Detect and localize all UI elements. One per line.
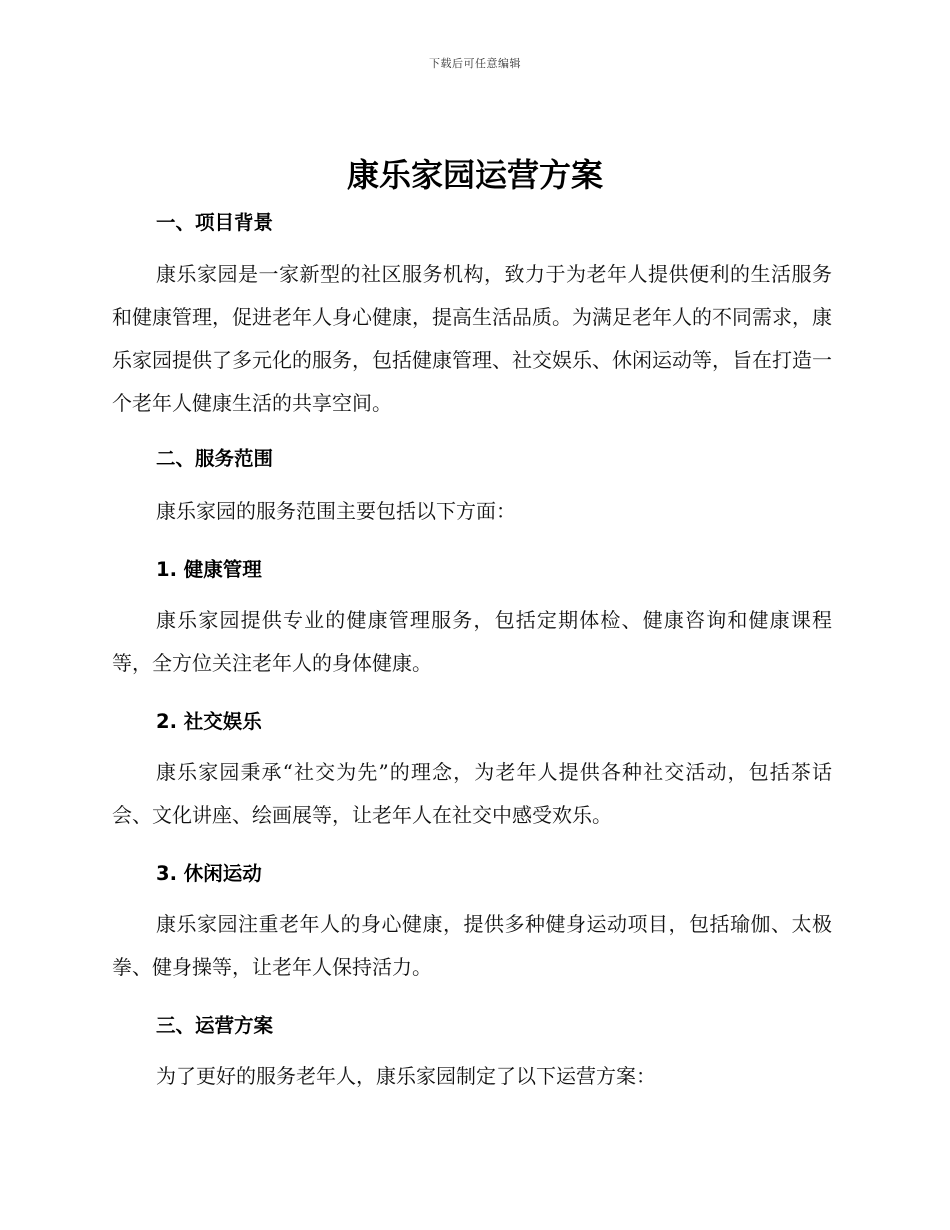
header-note: 下载后可任意编辑	[429, 57, 521, 70]
section-heading-scope: 二、服务范围	[156, 447, 274, 470]
section-heading-background: 一、项目背景	[156, 211, 274, 234]
paragraph-social: 康乐家园秉承“社交为先”的理念，为老年人提供各种社交活动，包括茶话会、文化讲座、绘画展等，让老年人在社交中感受欢乐。	[112, 760, 832, 827]
paragraph-operation-intro: 为了更好的服务老年人，康乐家园制定了以下运营方案：	[156, 1064, 656, 1088]
paragraph-background: 康乐家园是一家新型的社区服务机构，致力于为老年人提供便利的生活服务和健康管理，促进老年人身心健康，提高生活品质。为满足老年人的不同需求，康乐家园提供了多元化的服务，包括健康管理、社交娱乐、休闲运动等，旨在打造一个老年人健康生活的共享空间。	[112, 262, 832, 415]
section-heading-operation: 三、运营方案	[156, 1014, 274, 1037]
paragraph-scope-intro: 康乐家园的服务范围主要包括以下方面：	[156, 499, 516, 523]
subheading-social: 2. 社交娱乐	[156, 710, 262, 733]
subheading-health: 1. 健康管理	[156, 558, 262, 581]
paragraph-health: 康乐家园提供专业的健康管理服务，包括定期体检、健康咨询和健康课程等，全方位关注老年人的身体健康。	[112, 608, 832, 675]
subheading-sports: 3. 休闲运动	[156, 862, 262, 885]
page-title: 康乐家园运营方案	[346, 156, 603, 194]
paragraph-sports: 康乐家园注重老年人的身心健康，提供多种健身运动项目，包括瑜伽、太极拳、健身操等，让老年人保持活力。	[112, 912, 832, 979]
